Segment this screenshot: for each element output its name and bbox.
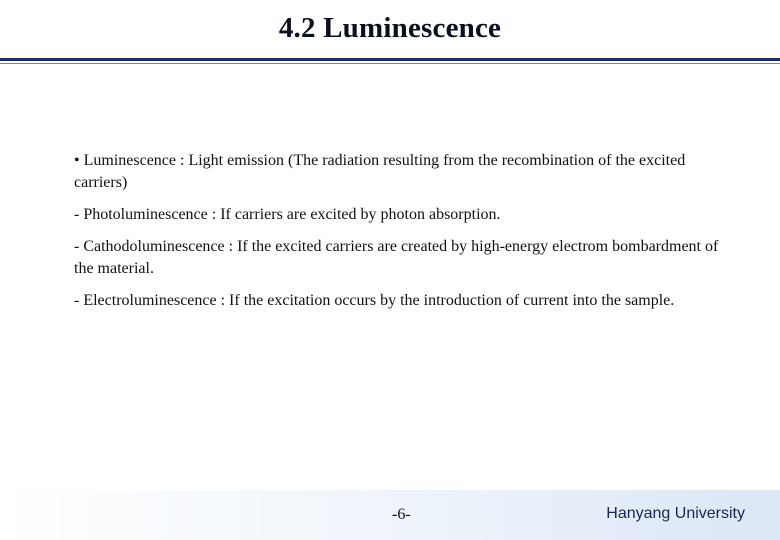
title-divider-thin xyxy=(0,63,780,64)
definition-photoluminescence: - Photoluminescence : If carriers are excited by photon absorption. xyxy=(74,206,501,223)
slide-title: 4.2 Luminescence xyxy=(278,12,502,44)
slide-body xyxy=(74,150,724,322)
institution-name: Hanyang University xyxy=(606,505,745,522)
definition-luminescence: • Luminescence : Light emission (The radiation resulting from the recombination of the excited carriers) xyxy=(74,152,686,191)
definition-electroluminescence: - Electroluminescence : If the excitation occurs by the introduction of current into the sample. xyxy=(74,292,675,309)
title-divider-thick xyxy=(0,58,780,61)
page-number: -6- xyxy=(392,506,411,523)
definition-cathodoluminescence: - Cathodoluminescence : If the excited carriers are created by high-energy electrom bombardment of the material. xyxy=(74,238,719,277)
